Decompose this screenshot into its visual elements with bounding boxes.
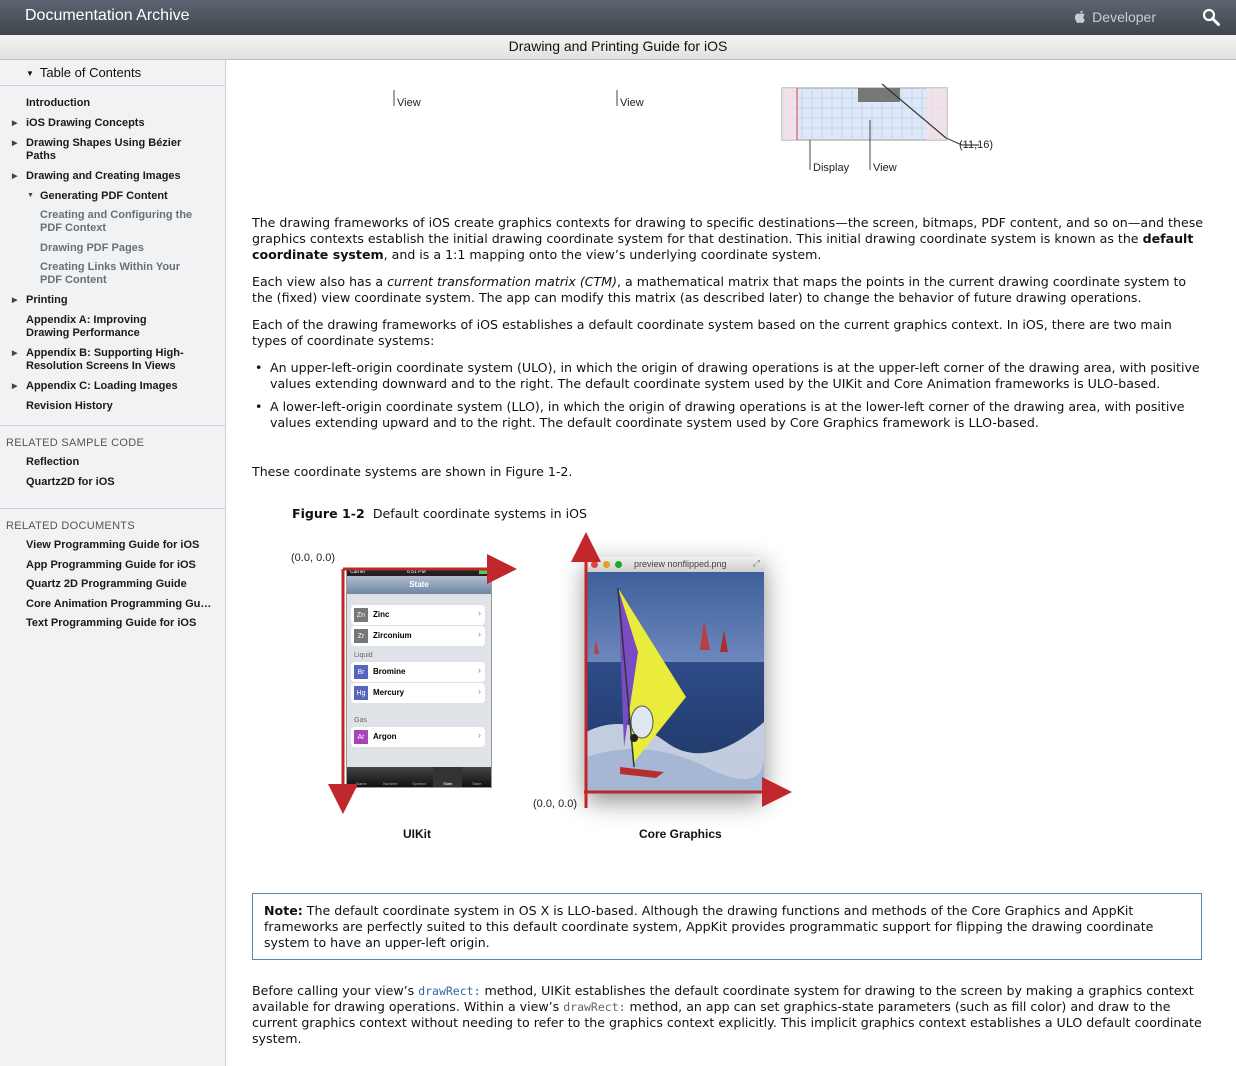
search-icon[interactable] bbox=[1202, 8, 1220, 26]
tab-item[interactable]: Number bbox=[383, 781, 398, 786]
toc-item-pdf-content[interactable]: Generating PDF Content bbox=[40, 190, 168, 202]
tab-item[interactable]: Table bbox=[471, 781, 482, 786]
list-item: • An upper-left-origin coordinate system (ULO), in which the origin of drawing operations is at the upper-left corner of the drawing area, with positive values extending downward and to the right. The default coordinate system used by the UIKit and Core Animation frameworks is ULO-based. bbox=[252, 360, 1207, 392]
sidebar-divider bbox=[0, 508, 225, 509]
coordinate-axes bbox=[226, 530, 1236, 830]
disclosure-right-icon[interactable]: ▶ bbox=[12, 140, 18, 147]
figure-label-view: View bbox=[397, 97, 421, 109]
apple-icon bbox=[1075, 10, 1086, 23]
disclosure-right-icon[interactable]: ▶ bbox=[12, 350, 18, 357]
paragraph-text: The drawing frameworks of iOS create graphics contexts for drawing to specific destinations—the screen, bitmaps, PDF content, and so on—and these graphics contexts establish the initial drawing coordinate system for that destination. This initial drawing coordinate system is known as the bbox=[252, 215, 1204, 246]
figure-label-coordinate: (11,16) bbox=[959, 139, 994, 151]
toc-item-printing[interactable]: Printing bbox=[26, 294, 68, 306]
paragraph bbox=[252, 983, 1207, 1047]
toc-item-line: Appendix A: Improving bbox=[26, 314, 147, 326]
disclosure-right-icon[interactable]: ▶ bbox=[12, 120, 18, 127]
disclosure-right-icon[interactable]: ▶ bbox=[12, 383, 18, 390]
window-title: preview nonflipped.png bbox=[634, 559, 727, 569]
related-docs-heading: RELATED DOCUMENTS bbox=[6, 520, 135, 532]
related-doc-link[interactable]: App Programming Guide for iOS bbox=[26, 559, 196, 571]
paragraph: These coordinate systems are shown in Figure 1-2. bbox=[252, 464, 573, 479]
disclosure-down-icon[interactable]: ▼ bbox=[27, 192, 34, 199]
disclosure-down-icon: ▼ bbox=[26, 69, 34, 78]
term-default-coordinate-system: default coordinate system bbox=[252, 231, 1194, 262]
document-title-bar bbox=[0, 35, 1236, 60]
paragraph: Each of the drawing frameworks of iOS establishes a default coordinate system based on the current graphics context. In iOS, there are two main types of coordinate systems: bbox=[252, 317, 1172, 348]
related-doc-link[interactable]: View Programming Guide for iOS bbox=[26, 539, 200, 551]
drawrect-link[interactable]: drawRect: bbox=[418, 984, 481, 998]
related-code-link[interactable]: Quartz2D for iOS bbox=[26, 476, 115, 488]
toc-item-line: PDF Content bbox=[40, 274, 107, 286]
note-box bbox=[252, 893, 1202, 960]
tab-item[interactable]: State bbox=[433, 767, 462, 787]
note-label: Note: bbox=[264, 903, 303, 918]
paragraph-text: method, an app can set graphics-state parameters (such as fill color) and draw to the current graphics context without needing to refer to the graphics context explicitly. This implicit graphics context establishes a ULO default coordinate system. bbox=[252, 999, 1202, 1046]
time-label: 6:51 PM bbox=[407, 569, 426, 575]
disclosure-right-icon[interactable]: ▶ bbox=[12, 297, 18, 304]
toc-item-drawing-concepts[interactable]: iOS Drawing Concepts bbox=[26, 117, 145, 129]
term-ctm: current transformation matrix (CTM) bbox=[387, 274, 618, 289]
toc-item-appendix-c[interactable]: Appendix C: Loading Images bbox=[26, 380, 178, 392]
section-header: Liquid bbox=[354, 652, 373, 659]
sidebar bbox=[0, 60, 226, 1066]
nav-title: State bbox=[409, 580, 429, 589]
top-bar bbox=[0, 0, 1236, 35]
toc-item-line: Drawing Performance bbox=[26, 327, 140, 339]
element-symbol: Zr bbox=[354, 629, 368, 643]
element-name: Mercury bbox=[373, 688, 405, 697]
main-content bbox=[226, 60, 1236, 1066]
coordinate-grid-figure bbox=[226, 60, 1236, 190]
figure-label-view: View bbox=[873, 162, 897, 174]
chevron-right-icon: › bbox=[478, 665, 481, 675]
related-doc-link[interactable]: Quartz 2D Programming Guide bbox=[26, 578, 187, 590]
paragraph-text: Each view also has a bbox=[252, 274, 388, 289]
tab-item[interactable]: Name bbox=[356, 781, 367, 786]
toc-item-revision-history[interactable]: Revision History bbox=[26, 400, 113, 412]
toc-item-images[interactable]: Drawing and Creating Images bbox=[26, 170, 181, 182]
chevron-right-icon: › bbox=[478, 686, 481, 696]
figure-label-view: View bbox=[620, 97, 644, 109]
disclosure-right-icon[interactable]: ▶ bbox=[12, 173, 18, 180]
toc-subitem-pdf-pages[interactable]: Drawing PDF Pages bbox=[40, 242, 144, 254]
caption-uikit: UIKit bbox=[403, 827, 431, 841]
carrier-label: Carrier bbox=[350, 569, 366, 575]
toc-item-appendix-a[interactable] bbox=[26, 314, 147, 340]
document-title: Drawing and Printing Guide for iOS bbox=[508, 38, 728, 54]
developer-link[interactable] bbox=[1075, 9, 1156, 25]
developer-label: Developer bbox=[1092, 9, 1156, 25]
related-code-heading: RELATED SAMPLE CODE bbox=[6, 437, 145, 449]
toc-item-bezier-paths[interactable] bbox=[26, 137, 181, 163]
element-name: Argon bbox=[373, 732, 397, 741]
origin-label-uikit: (0.0, 0.0) bbox=[291, 552, 336, 564]
element-symbol: Br bbox=[354, 665, 368, 679]
related-doc-link[interactable]: Core Animation Programming Gu… bbox=[26, 598, 212, 610]
figure-label-display: Display bbox=[813, 162, 850, 174]
toc-label: Table of Contents bbox=[39, 65, 142, 80]
toc-item-line: Creating and Configuring the bbox=[40, 209, 193, 221]
element-name: Zinc bbox=[373, 610, 390, 619]
list-item: • A lower-left-origin coordinate system (LLO), in which the origin of drawing operations is at the lower-left corner of the drawing area, with positive values extending upward and to the right. The default coordinate system used by Core Graphics framework is LLO-based. bbox=[252, 399, 1207, 431]
toc-item-appendix-b[interactable] bbox=[26, 347, 184, 373]
coordinate-systems-list bbox=[252, 360, 1207, 438]
archive-title[interactable]: Documentation Archive bbox=[25, 7, 190, 24]
paragraph bbox=[252, 215, 1207, 263]
element-symbol: Hg bbox=[354, 686, 368, 700]
paragraph-text: method, UIKit establishes the default coordinate system for drawing to the screen by making a graphics context available for drawing operations. Within a view’s bbox=[252, 983, 1194, 1014]
element-name: Bromine bbox=[373, 667, 406, 676]
section-header: Gas bbox=[354, 717, 367, 724]
toc-item-introduction[interactable]: Introduction bbox=[26, 97, 91, 109]
fullscreen-icon[interactable]: ⤢ bbox=[752, 558, 760, 568]
toc-item-line: Paths bbox=[26, 150, 56, 162]
tab-item[interactable]: Symbol bbox=[412, 781, 426, 786]
toc-toggle[interactable] bbox=[0, 60, 225, 86]
figure-caption bbox=[292, 506, 587, 521]
related-doc-link[interactable]: Text Programming Guide for iOS bbox=[26, 617, 197, 629]
toc-item-line: Creating Links Within Your bbox=[40, 261, 181, 273]
chevron-right-icon: › bbox=[478, 730, 481, 740]
chevron-right-icon: › bbox=[478, 629, 481, 639]
element-name: Zirconium bbox=[373, 631, 412, 640]
paragraph-text: , a mathematical matrix that maps the points in the current drawing coordinate system to the (fixed) view coordinate system. The app can modify this matrix (as described later) to change the behavior of future drawing operations. bbox=[252, 274, 1187, 305]
related-code-link[interactable]: Reflection bbox=[26, 456, 80, 468]
paragraph-text: Before calling your view’s bbox=[252, 983, 419, 998]
figure-title: Default coordinate systems in iOS bbox=[372, 506, 587, 521]
toc-item-line: Appendix B: Supporting High- bbox=[26, 347, 184, 359]
toc-item-line: Resolution Screens In Views bbox=[26, 360, 176, 372]
note-text: The default coordinate system in OS X is LLO-based. Although the drawing functions and methods of the Core Graphics and AppKit frameworks are perfectly suited to this default coordinate system, AppKit provides programmatic support for flipping the drawing coordinate system to have an upper-left origin. bbox=[264, 903, 1154, 950]
drawrect-code: drawRect: bbox=[563, 1000, 626, 1014]
origin-label-core-graphics: (0.0, 0.0) bbox=[533, 798, 578, 810]
figure-number: Figure 1-2 bbox=[292, 506, 365, 521]
element-symbol: Ar bbox=[354, 730, 368, 744]
caption-core-graphics: Core Graphics bbox=[639, 827, 722, 841]
toc-item-line: PDF Context bbox=[40, 222, 106, 234]
element-symbol: Zn bbox=[354, 608, 368, 622]
toc-subitem-pdf-links[interactable] bbox=[40, 261, 180, 287]
sidebar-divider bbox=[0, 425, 225, 426]
paragraph bbox=[252, 274, 1207, 306]
paragraph-text: , and is a 1:1 mapping onto the view’s underlying coordinate system. bbox=[383, 247, 822, 262]
toc-subitem-pdf-context[interactable] bbox=[40, 209, 192, 235]
toc-item-line: Drawing Shapes Using Bézier bbox=[26, 137, 182, 149]
chevron-right-icon: › bbox=[478, 608, 481, 618]
